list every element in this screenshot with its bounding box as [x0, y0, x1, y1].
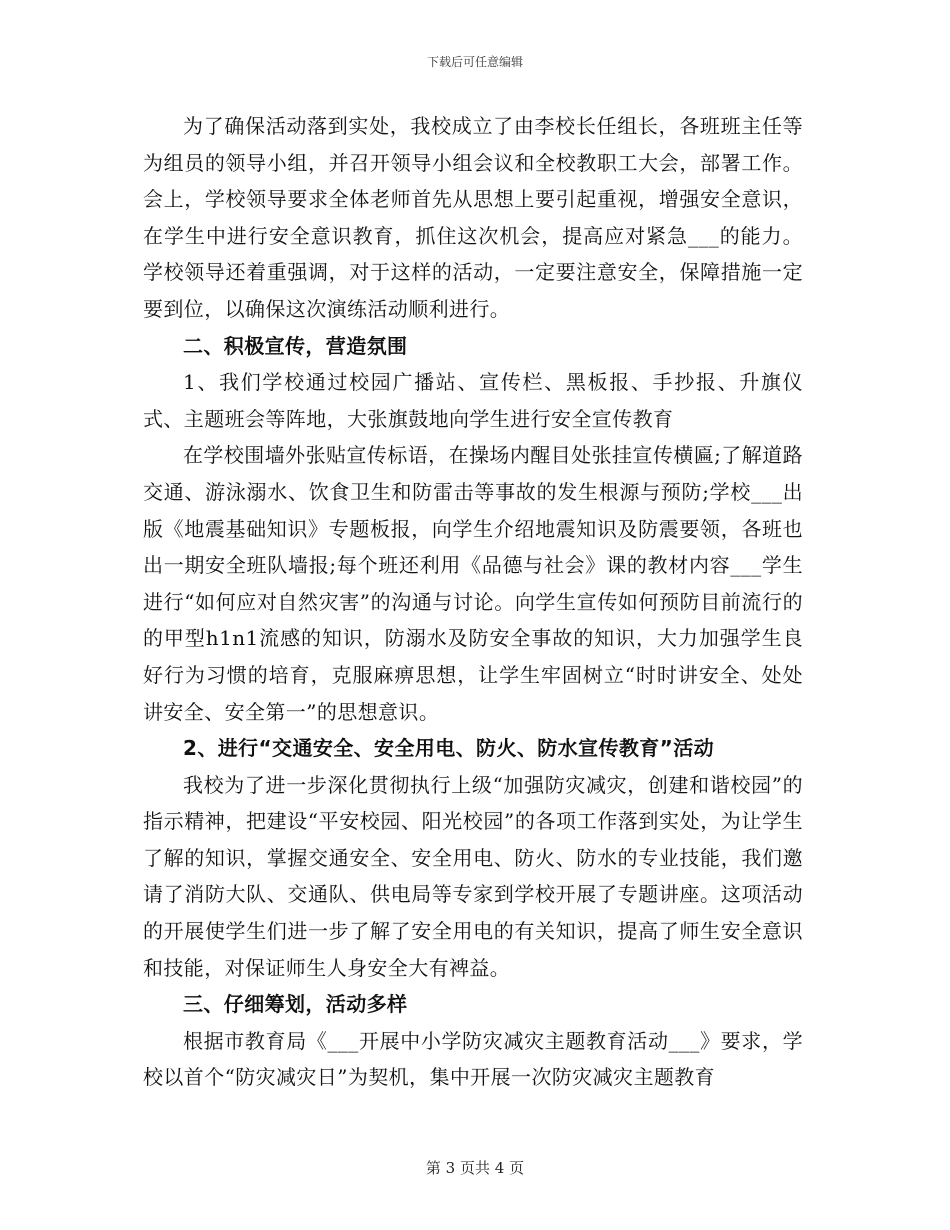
- subsection-heading-safety-activity: 2、进行“交通安全、安全用电、防火、防水宣传教育”活动: [183, 736, 715, 761]
- paragraph-publicity-channels: 1、我们学校通过校园广播站、宣传栏、黑板报、手抄报、升旗仪式、主题班会等阵地，大张旗鼓地向学生进行安全宣传教育: [143, 370, 803, 431]
- section-heading-publicity: 二、积极宣传，营造氛围: [183, 333, 408, 358]
- document-body: [143, 108, 803, 1096]
- paragraph-leadership-group: 为了确保活动落到实处，我校成立了由李校长任组长，各班班主任等为组员的领导小组，并召开领导小组会议和全校教职工大会，部署工作。会上，学校领导要求全体老师首先从思想上要引起重视，增强安全意识，在学生中进行安全意识教育，抓住这次机会，提高应对紧急___的能力。学校领导还着重强调，对于这样的活动，一定要注意安全，保障措施一定要到位，以确保这次演练活动顺利进行。: [143, 114, 803, 321]
- paragraph-safety-lectures: 我校为了进一步深化贯彻执行上级“加强防灾减灾，创建和谐校园”的指示精神，把建设“平安校园、阳光校园”的各项工作落到实处，为让学生了解的知识，掌握交通安全、安全用电、防火、防水的专业技能，我们邀请了消防大队、交通队、供电局等专家到学校开展了专题讲座。这项活动的开展使学生们进一步了解了安全用电的有关知识，提高了师生安全意识和技能，对保证师生人身安全大有裨益。: [143, 772, 803, 980]
- page-header-note: 下载后可任意编辑: [426, 55, 523, 69]
- paragraph-planning: 根据市教育局《___开展中小学防灾减灾主题教育活动___》要求，学校以首个“防灾减灾日”为契机，集中开展一次防灾减灾主题教育: [143, 1028, 803, 1090]
- page-number: 第 3 页共 4 页: [425, 1159, 525, 1177]
- paragraph-publicity-details: 在学校围墙外张贴宣传标语，在操场内醒目处张挂宣传横匾;了解道路交通、游泳溺水、饮食卫生和防雷击等事故的发生根源与预防;学校___出版《地震基础知识》专题板报，向学生介绍地震知识及防震要领，各班也出一期安全班队墙报;每个班还利用《品德与社会》课的教材内容___学生进行“如何应对自然灾害”的沟通与讨论。向学生宣传如何预防目前流行的的甲型h1n1流感的知识，防溺水及防安全事故的知识，大力加强学生良好行为习惯的培育，克服麻痹思想，让学生牢固树立“时时讲安全、处处讲安全、安全第一”的思想意识。: [143, 443, 803, 724]
- section-heading-planning: 三、仔细筹划，活动多样: [183, 992, 408, 1017]
